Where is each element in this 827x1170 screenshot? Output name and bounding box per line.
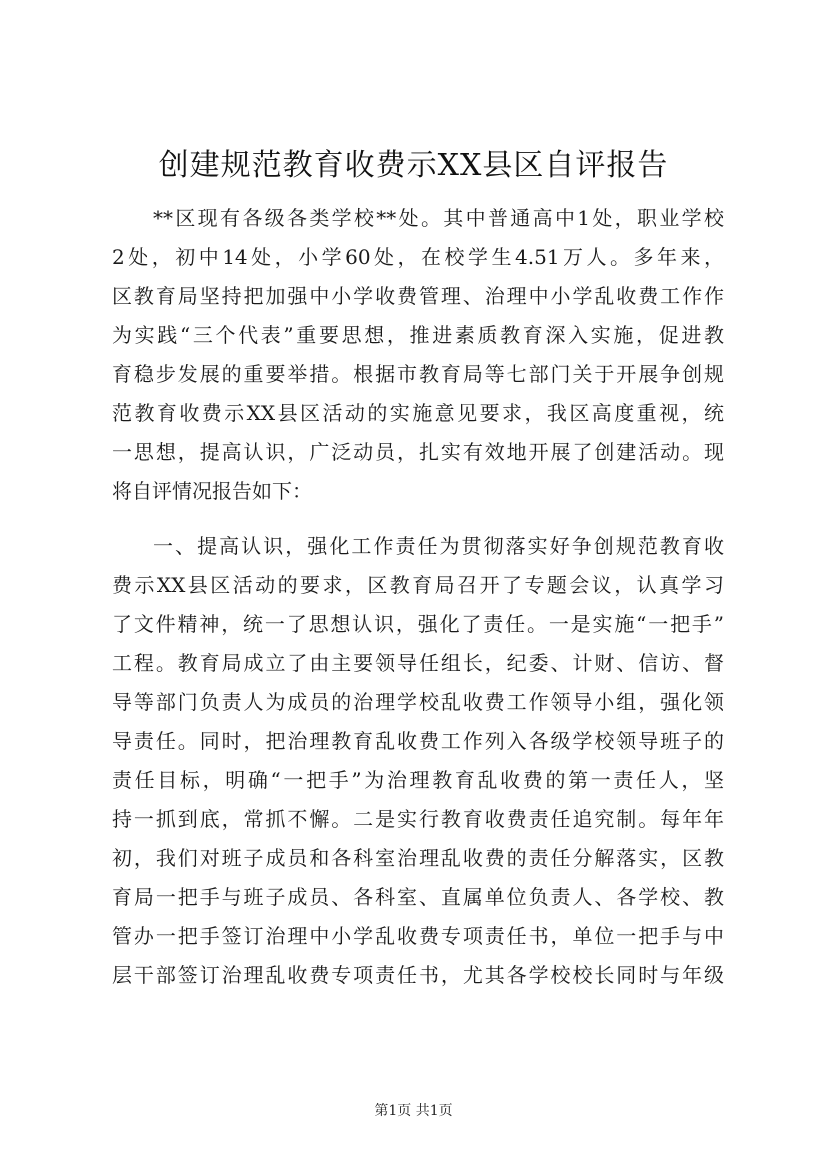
body-line: 为实践“三个代表”重要思想，推进素质教育深入实施，促进教	[112, 323, 724, 347]
body-line: 了文件精神，统一了思想认识，强化了责任。一是实施“一把手”	[112, 612, 724, 636]
page-number-footer: 第1页 共1页	[374, 1103, 453, 1119]
body-line: 费示XX县区活动的要求，区教育局召开了专题会议，认真学习	[112, 573, 724, 597]
document-title: 创建规范教育收费示XX县区自评报告	[158, 148, 669, 183]
body-line: 导责任。同时，把治理教育乱收费工作列入各级学校领导班子的	[112, 729, 724, 753]
body-line: 管办一把手签订治理中小学乱收费专项责任书，单位一把手与中	[112, 924, 724, 948]
body-line: 导等部门负责人为成员的治理学校乱收费工作领导小组，强化领	[112, 690, 724, 714]
body-line: 育稳步发展的重要举措。根据市教育局等七部门关于开展争创规	[112, 362, 724, 386]
body-line: 责任目标，明确“一把手”为治理教育乱收费的第一责任人，坚	[112, 768, 724, 792]
body-line: 将自评情况报告如下：	[112, 479, 312, 503]
body-line: 持一抓到底，常抓不懈。二是实行教育收费责任追究制。每年年	[112, 807, 724, 831]
body-line: 层干部签订治理乱收费专项责任书，尤其各学校校长同时与年级	[112, 963, 724, 987]
body-line: 工程。教育局成立了由主要领导任组长，纪委、计财、信访、督	[112, 651, 724, 675]
body-line: 一、提高认识，强化工作责任为贯彻落实好争创规范教育收	[153, 534, 724, 558]
body-line: **区现有各级各类学校**处。其中普通高中1处，职业学校	[153, 206, 724, 230]
body-line: 初，我们对班子成员和各科室治理乱收费的责任分解落实，区教	[112, 846, 724, 870]
body-line: 2处，初中14处，小学60处，在校学生4.51万人。多年来，	[112, 245, 724, 269]
body-line: 区教育局坚持把加强中小学收费管理、治理中小学乱收费工作作	[112, 284, 724, 308]
body-line: 一思想，提高认识，广泛动员，扎实有效地开展了创建活动。现	[112, 440, 724, 464]
body-line: 育局一把手与班子成员、各科室、直属单位负责人、各学校、教	[112, 885, 724, 909]
body-line: 范教育收费示XX县区活动的实施意见要求，我区高度重视，统	[112, 401, 724, 425]
